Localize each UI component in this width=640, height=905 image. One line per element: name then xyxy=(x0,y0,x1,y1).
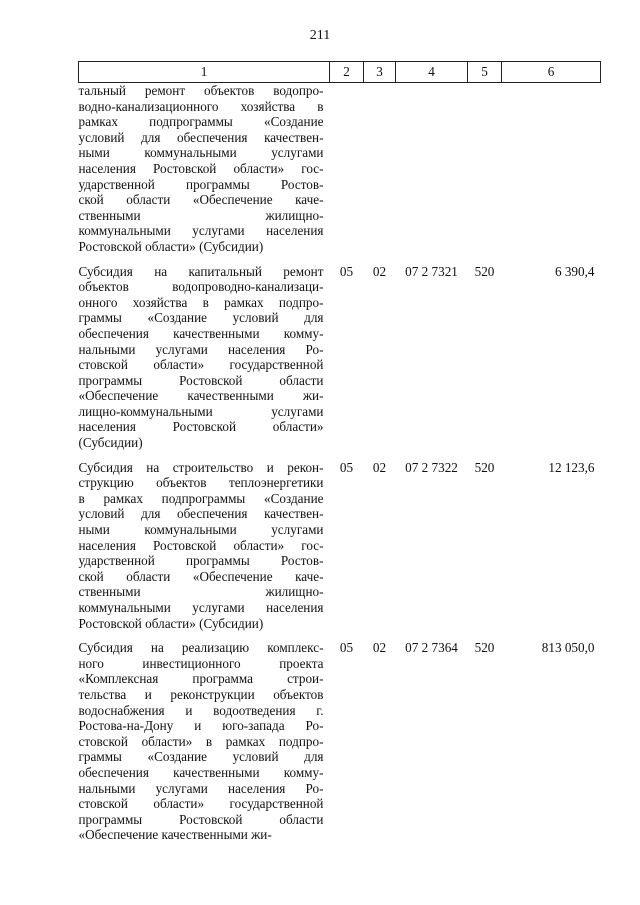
column-header-6: 6 xyxy=(502,62,601,83)
column-header-2: 2 xyxy=(330,62,364,83)
description-line: граммы «Создание условий для xyxy=(78,749,324,765)
description-line: стовской области» государственной xyxy=(78,796,324,812)
description-line: условий для обеспечения качествен- xyxy=(78,506,324,522)
description-line: Субсидия на строительство и рекон- xyxy=(78,459,324,475)
target-article-code: 07 2 7321 xyxy=(405,263,458,279)
description-line: населения Ростовской области» гос- xyxy=(78,537,324,553)
description-line: населения Ростовской области» xyxy=(78,419,324,435)
description-line: лищно-коммунальными услугами xyxy=(78,403,324,419)
description-line: ударственной программы Ростов- xyxy=(78,176,324,192)
table-body xyxy=(79,83,601,852)
description-line: водно-канализационного хозяйства в xyxy=(78,98,324,114)
description-line: в рамках подпрограммы «Создание xyxy=(78,490,324,506)
description-line: условий для обеспечения качествен- xyxy=(78,129,324,145)
section-code xyxy=(330,83,364,264)
budget-table xyxy=(78,61,601,852)
expense-type-code: 520 xyxy=(474,263,495,279)
description-line: ного инвестиционного проекта xyxy=(78,655,324,671)
description-line: программы Ростовской области xyxy=(78,372,324,388)
description-line: «Обеспечение качественными жи- xyxy=(78,827,272,843)
description-line: нальными услугами населения Ро- xyxy=(78,341,324,357)
expense-type-code xyxy=(468,83,502,264)
target-article-code: 07 2 7364 xyxy=(405,640,458,656)
description-line: «Комплексная программа строи- xyxy=(78,671,324,687)
description-line: населения Ростовской области» гос- xyxy=(78,160,324,176)
table-row xyxy=(79,460,601,641)
description-line: ственными жилищно- xyxy=(78,584,324,600)
table-row xyxy=(79,264,601,460)
description-line: граммы «Создание условий для xyxy=(78,310,324,326)
description-line: Субсидия на реализацию комплекс- xyxy=(78,640,324,656)
description-line: коммунальными услугами населения xyxy=(78,223,324,239)
description-line: ными коммунальными услугами xyxy=(78,145,324,161)
expense-type-code: 520 xyxy=(474,640,495,656)
description-line: ской области «Обеспечение каче- xyxy=(78,192,324,208)
description-line: коммунальными услугами населения xyxy=(78,600,324,615)
target-article-code xyxy=(396,83,468,264)
description-line: Ростовской области» (Субсидии) xyxy=(78,238,264,254)
description-line: обеспечения качественными комму- xyxy=(78,764,324,780)
description-line: стовской области» государственной xyxy=(78,357,324,373)
table-header-row xyxy=(79,62,601,83)
amount: 813 050,0 xyxy=(541,640,595,656)
section-code: 05 xyxy=(339,640,354,656)
description-line: стовской области» в рамках подпро- xyxy=(78,733,324,749)
table-row xyxy=(79,83,601,264)
description-line: ственными жилищно- xyxy=(78,207,324,223)
column-header-5: 5 xyxy=(468,62,502,83)
table-row xyxy=(79,640,601,852)
expense-type-code: 520 xyxy=(474,459,495,475)
description-line: программы Ростовской области xyxy=(78,811,324,827)
row-description xyxy=(79,460,330,641)
description-line: ударственной программы Ростов- xyxy=(78,553,324,569)
description-line: Ростовской области» (Субсидии) xyxy=(78,615,264,631)
subsection-code xyxy=(364,83,396,264)
column-header-1: 1 xyxy=(79,62,330,83)
subsection-code: 02 xyxy=(372,640,387,656)
description-line: Субсидия на капитальный ремонт xyxy=(78,263,324,279)
column-header-3: 3 xyxy=(364,62,396,83)
section-code: 05 xyxy=(339,263,354,279)
target-article-code: 07 2 7322 xyxy=(405,459,458,475)
section-code: 05 xyxy=(339,459,354,475)
column-header-4: 4 xyxy=(396,62,468,83)
description-line: обеспечения качественными комму- xyxy=(78,325,324,341)
amount: 6 390,4 xyxy=(554,263,595,279)
description-line: ской области «Обеспечение каче- xyxy=(78,568,324,584)
description-line: рамках подпрограммы «Создание xyxy=(78,114,324,130)
description-line: объектов водопроводно-канализаци- xyxy=(78,279,324,295)
description-line: струкцию объектов теплоэнергетики xyxy=(78,475,324,491)
subsection-code: 02 xyxy=(372,459,387,475)
description-line: ными коммунальными услугами xyxy=(78,522,324,538)
description-line: водоснабжения и водоотведения г. xyxy=(78,702,324,718)
amount: 12 123,6 xyxy=(548,459,595,475)
description-line: «Обеспечение качественными жи- xyxy=(78,388,324,404)
description-line: Ростова-на-Дону и юго-запада Ро- xyxy=(78,718,324,734)
description-line: нальными услугами населения Ро- xyxy=(78,780,324,796)
description-line: тальный ремонт объектов водопро- xyxy=(78,83,324,98)
row-description xyxy=(79,640,330,852)
row-description xyxy=(79,264,330,460)
description-line: (Субсидии) xyxy=(78,435,143,451)
amount xyxy=(502,83,601,264)
description-line: онного хозяйства в рамках подпро- xyxy=(78,294,324,310)
page-number: 211 xyxy=(309,28,331,43)
subsection-code: 02 xyxy=(372,263,387,279)
description-line: тельства и реконструкции объектов xyxy=(78,686,324,702)
row-description xyxy=(79,83,330,264)
